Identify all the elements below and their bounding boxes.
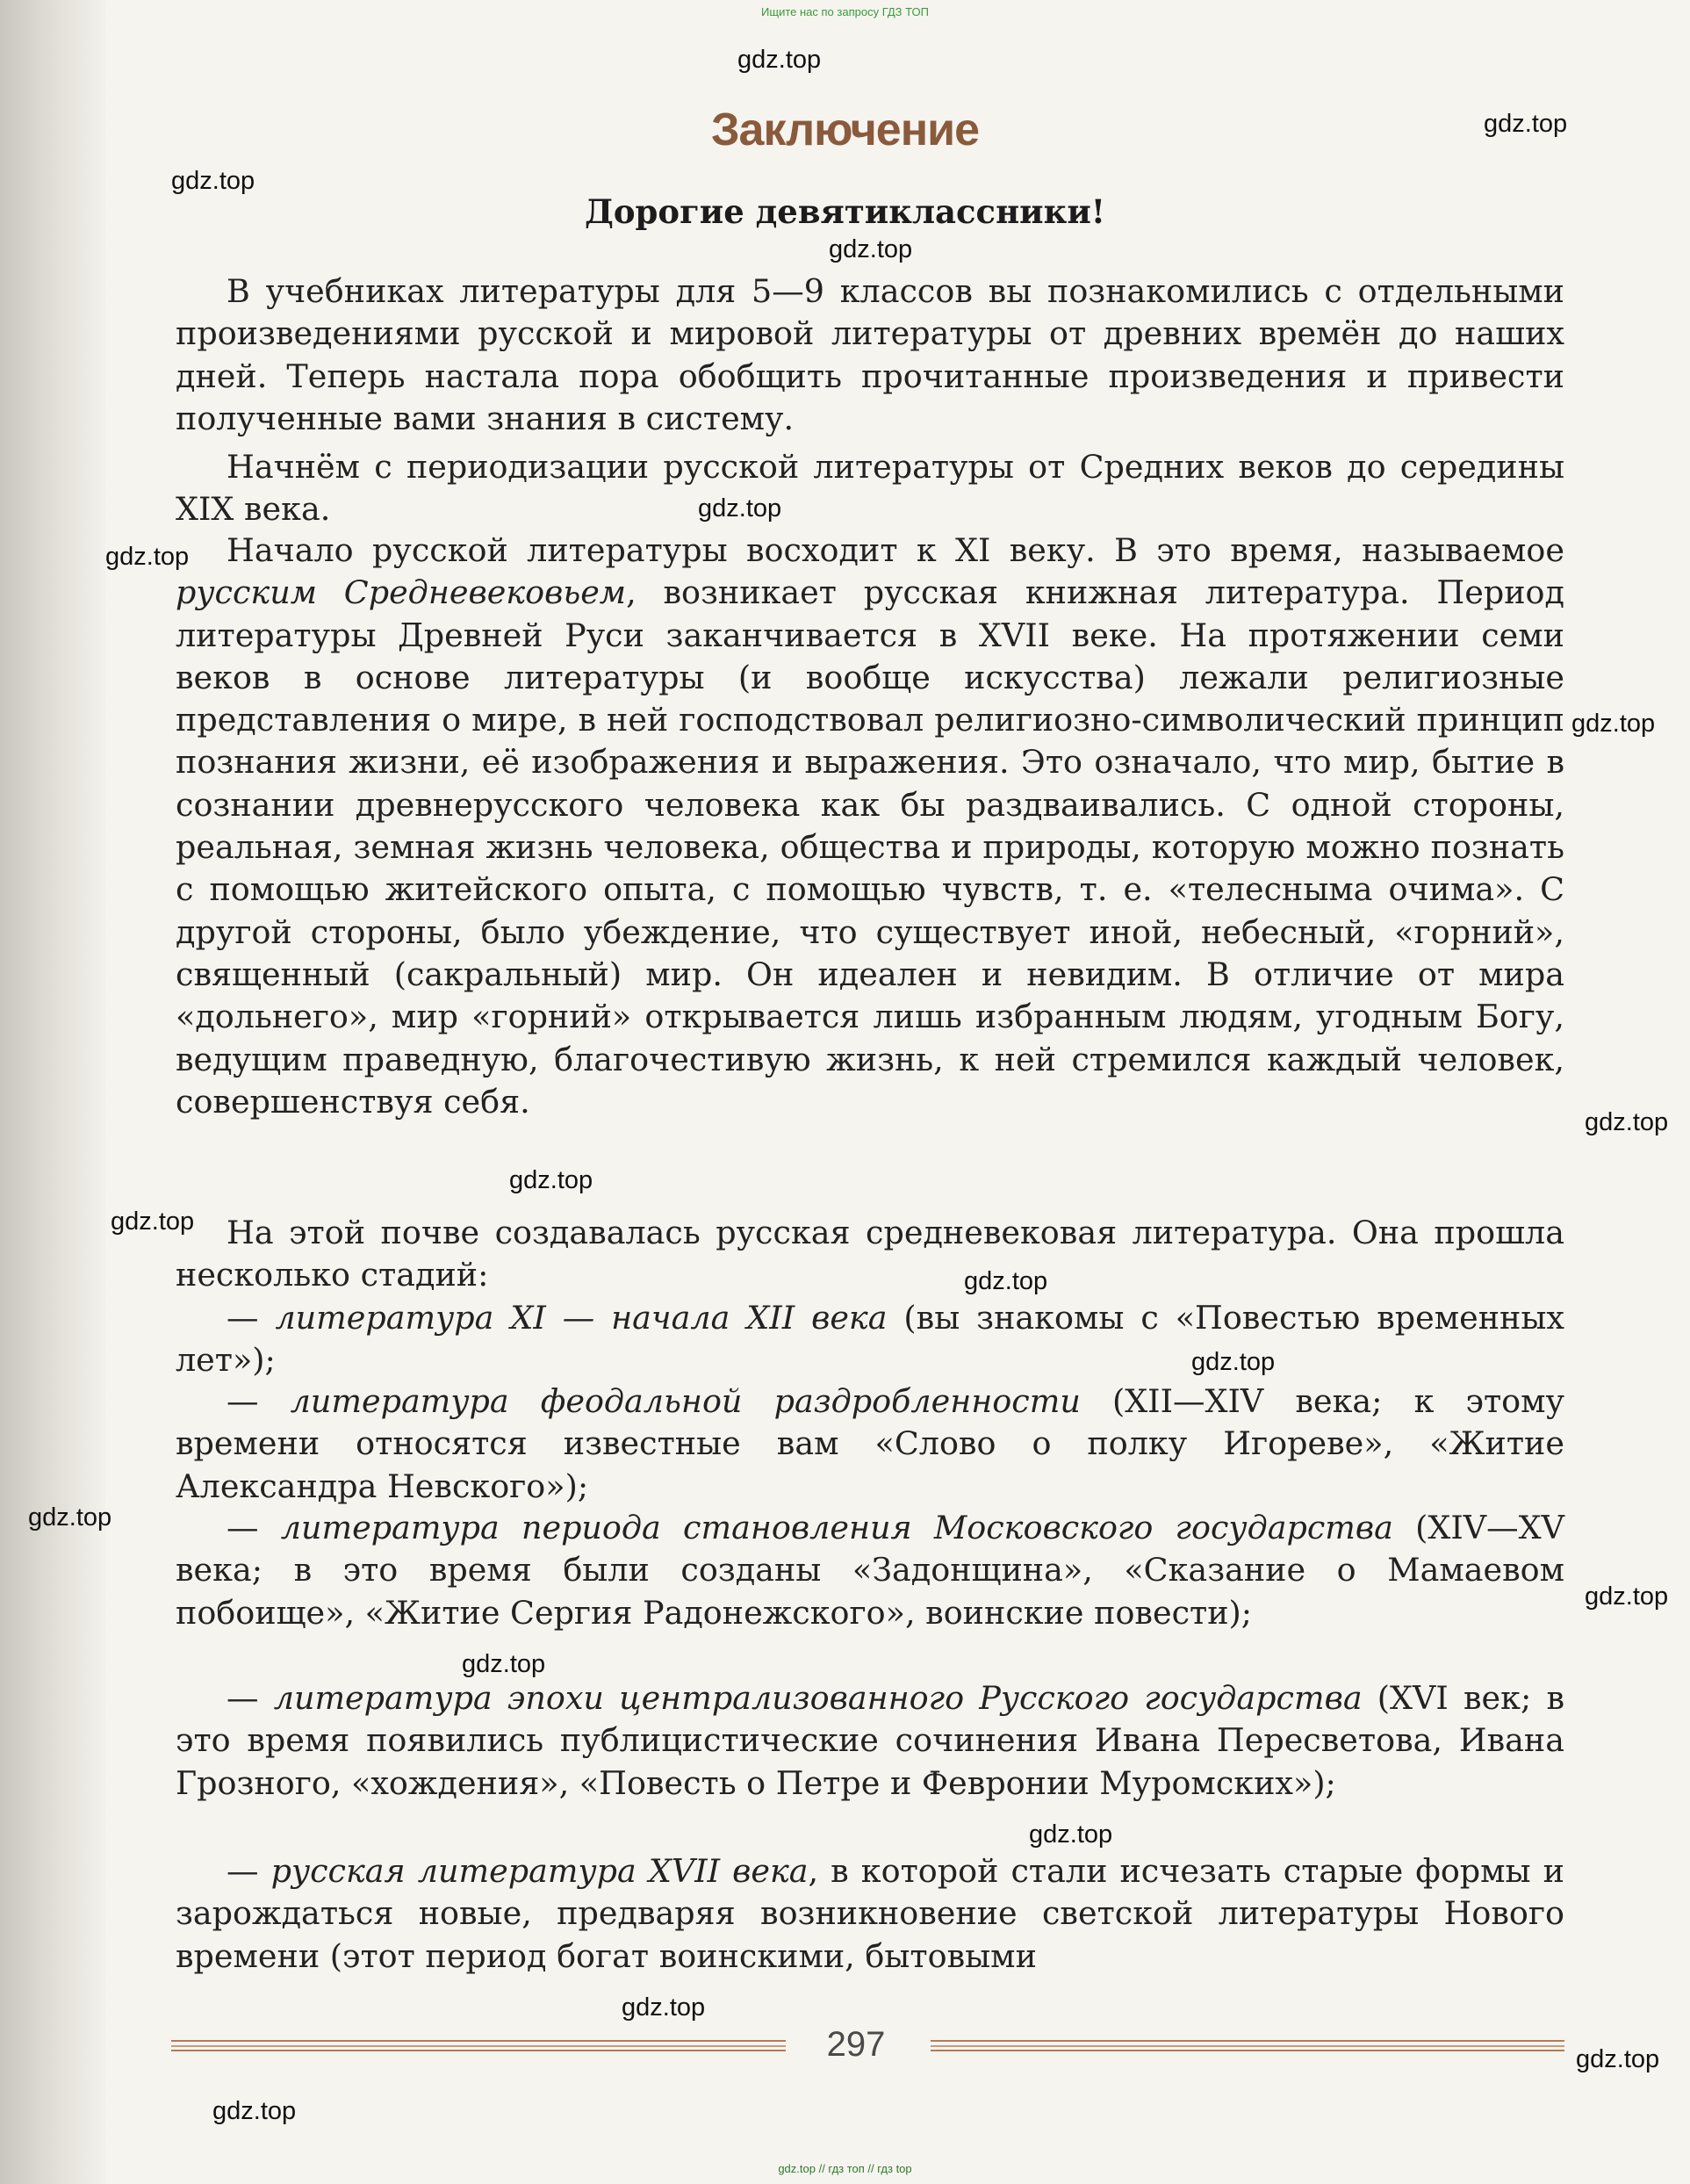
footer-rule-right — [931, 2040, 1564, 2051]
watermark: gdz.top — [105, 543, 190, 571]
italic-term: литература периода становления Московского государства — [280, 1509, 1393, 1546]
page-title: Заключение — [710, 105, 980, 155]
list-item-2: — литература феодальной раздробленности (XII—XIV века; к этому времени относятся известные вам «Слово о полку Игореве», «Житие Александра Невского»); — [176, 1382, 1564, 1505]
list-item-3: — литература периода становления Московского государства (XIV—XV века; в это время были созданы «Задонщина», «Сказание о Мамаевом побоище», «Житие Сергия Радонежского», воинские повести); — [176, 1509, 1564, 1632]
italic-term: литература эпохи централизованного Русского государства — [273, 1679, 1363, 1717]
page-subtitle: Дорогие девятиклассники! — [584, 192, 1106, 231]
paragraph-4: На этой почве создавалась русская средневековая литература. Она прошла несколько стадий: — [176, 1214, 1564, 1294]
book-gutter-shadow — [0, 0, 105, 2184]
bottom-note: gdz.top // гдз топ // гдз top — [778, 2162, 912, 2175]
paragraph-1: В учебниках литературы для 5—9 классов вы познакомились с отдельными произведениями русской и мировой литературы от древних времён до наших дней. Теперь настала пора обобщить прочитанные произведения и привести полученные вами знания в систему. — [176, 272, 1564, 437]
list-item-4: — литература эпохи централизованного Русского государства (XVI век; в это время появились публицистические сочинения Ивана Пересветова, Ивана Грозного, «хождения», «Повесть о Петре и Февронии Муромских»); — [176, 1679, 1564, 1802]
watermark: gdz.top — [28, 1503, 112, 1532]
watermark: gdz.top — [1576, 2045, 1660, 2073]
watermark: gdz.top — [1585, 1108, 1669, 1136]
watermark: gdz.top — [1191, 1348, 1276, 1376]
watermark: gdz.top — [212, 2097, 297, 2125]
watermark: gdz.top — [1585, 1582, 1669, 1611]
paragraph-2: Начнём с периодизации русской литературы от Средних веков до середины XIX века. — [176, 448, 1564, 529]
italic-term: русская литература XVII века — [270, 1852, 809, 1890]
watermark: gdz.top — [171, 167, 255, 195]
watermark: gdz.top — [829, 235, 913, 263]
page-number: 297 — [826, 2025, 886, 2064]
watermark: gdz.top — [1484, 110, 1568, 138]
paragraph-3: Начало русской литературы восходит к XI веку. В это время, называемое русским Средневековьем, возникает русская книжная литература. Период литературы Древней Руси заканчивается в XVII веке. На протяжении семи веков в основе литературы (и вообще искусства) лежали религиозные представления о мире, в ней господствовал религиозно-символический принцип познания жизни, её изображения и выражения. Это означало, что мир, бытие в сознании древнерусского человека как бы раздваивались. С одной стороны, реальная, земная жизнь человека, общества и природы, которую можно познать с помощью житейского опыта, с помощью чувств, т. е. «телесныма очима». С другой стороны, было убеждение, что существует иной, небесный, «горний», священный (сакральный) мир. Он идеален и невидим. В отличие от мира «дольнего», мир «горний» открывается лишь избранным людям, угодным Богу, ведущим праведную, благочестивую жизнь, к ней стремился каждый человек, совершенствуя себя. — [176, 531, 1565, 1121]
italic-term: русским Средневековьем — [176, 573, 627, 612]
watermark: gdz.top — [462, 1650, 546, 1678]
list-item-5: — русская литература XVII века, в которой стали исчезать старые формы и зарождаться новые, предваряя возникновение светской литературы Нового времени (этот период богат воинскими, бытовыми — [176, 1852, 1564, 1975]
watermark: gdz.top — [1029, 1820, 1113, 1849]
watermark: gdz.top — [737, 46, 822, 74]
footer-rule-left — [171, 2040, 786, 2051]
watermark: gdz.top — [509, 1166, 593, 1194]
watermark: gdz.top — [964, 1267, 1048, 1295]
watermark: gdz.top — [1571, 710, 1656, 738]
watermark: gdz.top — [698, 494, 782, 523]
italic-term: литература XI — начала XII века — [275, 1299, 888, 1337]
watermark: gdz.top — [111, 1207, 195, 1236]
top-note: Ищите нас по запросу ГДЗ ТОП — [761, 5, 929, 18]
italic-term: литература феодальной раздробленности — [290, 1382, 1081, 1420]
list-item-1: — литература XI — начала XII века (вы знакомы с «Повестью временных лет»); — [176, 1299, 1565, 1380]
watermark: gdz.top — [622, 1993, 706, 2022]
